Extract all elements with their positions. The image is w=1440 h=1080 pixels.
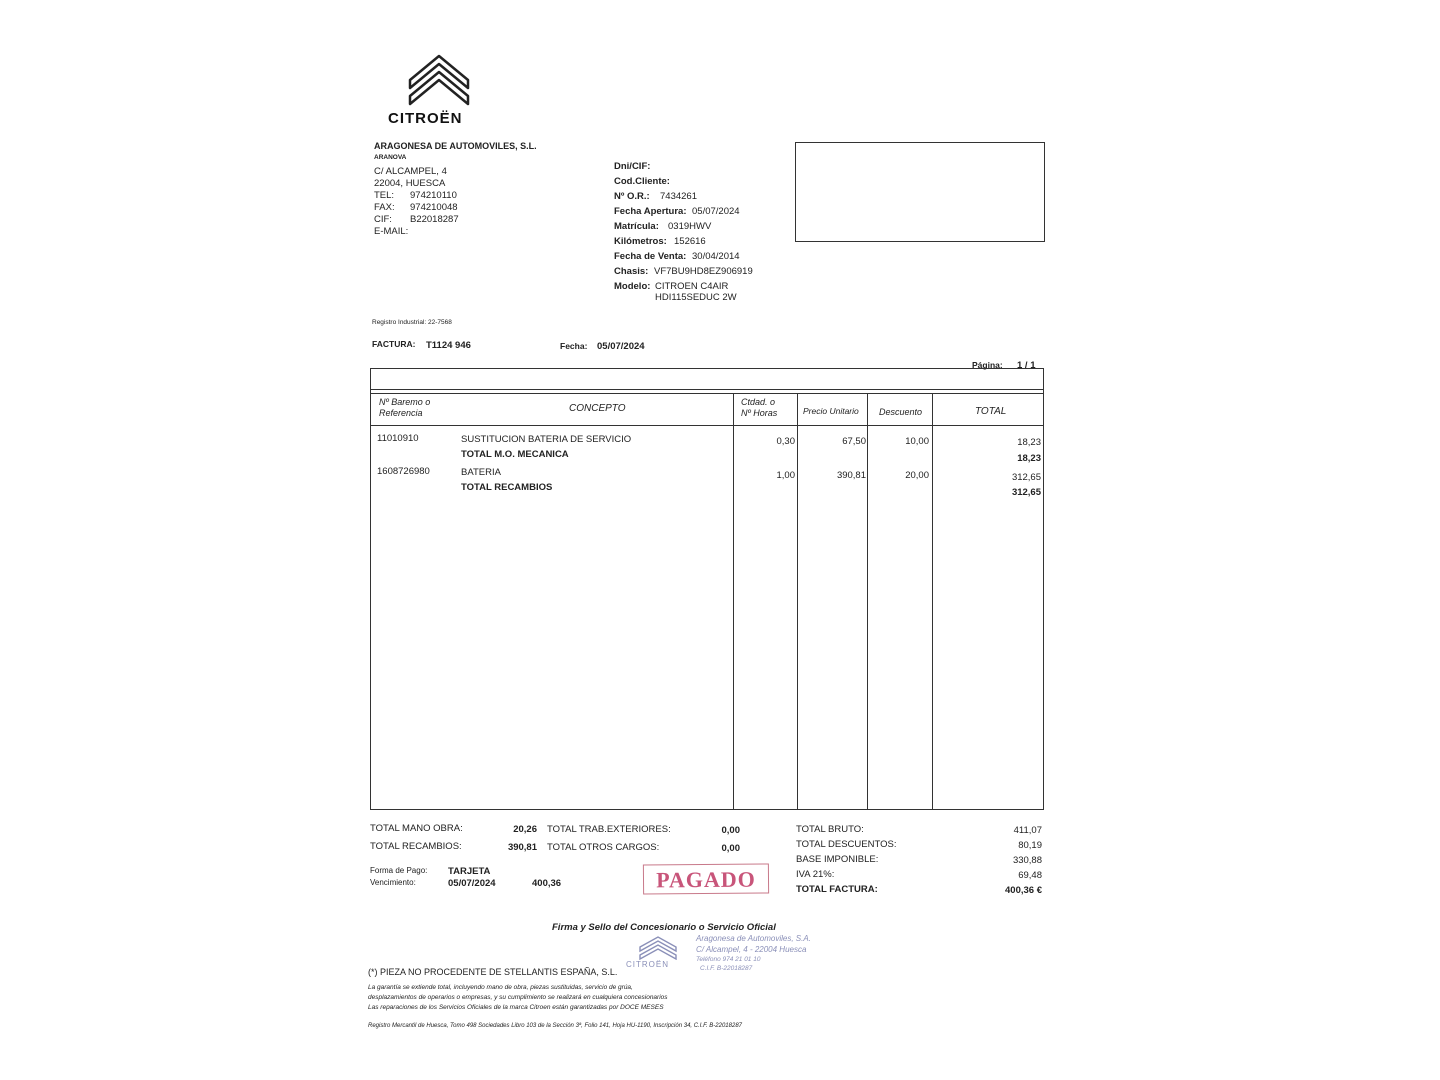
total-bruto: 411,07	[1013, 825, 1042, 836]
apertura-label: Fecha Apertura:	[614, 206, 687, 217]
seal-line-2: C/ Alcampel, 4 - 22004 Huesca	[696, 945, 807, 954]
fecha-value: 05/07/2024	[597, 341, 645, 352]
company-fax: 974210048	[410, 202, 458, 213]
table-rule-top-2	[371, 393, 1043, 394]
row-total: 18,23	[1017, 437, 1041, 448]
vencimiento-importe: 400,36	[532, 878, 562, 889]
factura-label: FACTURA:	[372, 339, 416, 349]
subtotal-value: 18,23	[1017, 453, 1041, 464]
total-recambios: 390,81	[507, 842, 537, 853]
pagina-value: 1 / 1	[1017, 360, 1036, 371]
or-value: 7434261	[660, 191, 697, 202]
base-imponible-label: BASE IMPONIBLE:	[796, 854, 879, 865]
total-trab-ext-label: TOTAL TRAB.EXTERIORES:	[547, 824, 671, 835]
header-concepto: CONCEPTO	[569, 403, 626, 414]
total-mano-obra-label: TOTAL MANO OBRA:	[370, 823, 463, 834]
matricula-value: 0319HWV	[668, 221, 712, 232]
total-factura: 400,36 €	[1005, 885, 1042, 896]
chasis-value: VF7BU9HD8EZ906919	[654, 266, 753, 277]
vencimiento-label: Vencimiento:	[370, 878, 416, 887]
or-label: Nº O.R.:	[614, 191, 650, 202]
row-precio: 390,81	[836, 470, 866, 481]
subtotal-label: TOTAL M.O. MECANICA	[461, 449, 569, 460]
table-header-rule	[371, 425, 1043, 426]
total-mano-obra: 20,26	[513, 824, 537, 835]
modelo-value-2: HDI115SEDUC 2W	[655, 292, 737, 303]
row-cantidad: 0,30	[776, 436, 795, 447]
dni-label: Dni/CIF:	[614, 161, 651, 172]
row-precio: 67,50	[842, 436, 866, 447]
total-trab-ext: 0,00	[721, 825, 740, 836]
header-precio: Precio Unitario	[803, 406, 859, 416]
table-rule-top	[371, 389, 1043, 390]
table-col-divider	[733, 393, 734, 809]
garantia-line-2: desplazamientos de operarios o empresas, y su cumplimiento se realizará en cualquiera concesionarios	[368, 994, 668, 1001]
row-concepto: BATERIA	[461, 467, 501, 478]
total-descuentos: 80,19	[1018, 840, 1042, 851]
company-fax-label: FAX:	[374, 202, 395, 213]
vencimiento-value: 05/07/2024	[448, 878, 496, 889]
apertura-value: 05/07/2024	[692, 206, 740, 217]
company-email-label: E-MAIL:	[374, 226, 409, 237]
company-cif: B22018287	[410, 214, 459, 225]
base-imponible: 330,88	[1012, 855, 1042, 866]
garantia-line-3: Las reparaciones de los Servicios Oficiales de la marca Citroen están garantizadas por DOCE MESES	[368, 1004, 664, 1011]
header-cantidad: Ctdad. o Nº Horas	[741, 397, 778, 418]
company-tel: 974210110	[410, 190, 457, 201]
seal-line-1: Aragonesa de Automoviles, S.A.	[696, 934, 811, 943]
pieza-note: (*) PIEZA NO PROCEDENTE DE STELLANTIS ESPAÑA, S.L.	[368, 967, 618, 977]
chasis-label: Chasis:	[614, 266, 649, 277]
table-col-divider	[867, 393, 868, 809]
seal-chevrons-icon	[638, 934, 678, 960]
firma-label: Firma y Sello del Concesionario o Servicio Oficial	[552, 922, 776, 933]
citroen-chevrons-logo	[408, 50, 470, 108]
row-descuento: 10,00	[905, 436, 929, 447]
total-recambios-label: TOTAL RECAMBIOS:	[370, 841, 462, 852]
venta-value: 30/04/2014	[692, 251, 740, 262]
iva-value: 69,48	[1018, 870, 1042, 881]
forma-pago-label: Forma de Pago:	[370, 866, 428, 875]
header-descuento: Descuento	[879, 407, 923, 417]
pagado-stamp: PAGADO	[643, 863, 769, 894]
subtotal-label: TOTAL RECAMBIOS	[461, 482, 553, 493]
venta-label: Fecha de Venta:	[614, 251, 687, 262]
seal-line-3: Teléfono 974 21 01 10	[696, 956, 761, 963]
company-tel-label: TEL:	[374, 190, 395, 201]
pagina-label: Página:	[972, 360, 1003, 370]
header-referencia: Nº Baremo o Referencia	[379, 397, 431, 418]
total-otros-label: TOTAL OTROS CARGOS:	[547, 842, 660, 853]
brand-name: CITROËN	[388, 110, 463, 127]
modelo-value-1: CITROEN C4AIR	[655, 281, 729, 292]
fecha-label: Fecha:	[560, 341, 588, 351]
company-name: ARAGONESA DE AUTOMOVILES, S.L.	[374, 141, 537, 151]
garantia-line-1: La garantía se extiende total, incluyendo mano de obra, piezas sustituidas, servicio de grúa,	[368, 984, 633, 991]
row-ref: 11010910	[377, 433, 419, 444]
company-city: 22004, HUESCA	[374, 178, 446, 189]
row-descuento: 20,00	[905, 470, 929, 481]
factura-number: T1124 946	[426, 340, 471, 351]
seal-line-4: C.I.F. B-22018287	[700, 965, 753, 972]
subtotal-value: 312,65	[1011, 487, 1041, 498]
forma-pago-value: TARJETA	[448, 866, 491, 877]
row-cantidad: 1,00	[776, 470, 795, 481]
header-total: TOTAL	[975, 406, 1007, 417]
total-descuentos-label: TOTAL DESCUENTOS:	[796, 839, 897, 850]
matricula-label: Matrícula:	[614, 221, 659, 232]
cod-cliente-label: Cod.Cliente:	[614, 176, 670, 187]
total-factura-label: TOTAL FACTURA:	[796, 884, 878, 895]
table-col-divider	[932, 393, 933, 809]
total-otros: 0,00	[721, 843, 740, 854]
address-window-box	[795, 142, 1045, 242]
registro-industrial: Registro Industrial: 22-7568	[372, 319, 452, 326]
company-cif-label: CIF:	[374, 214, 392, 225]
total-bruto-label: TOTAL BRUTO:	[796, 824, 864, 835]
row-concepto: SUSTITUCION BATERIA DE SERVICIO	[461, 434, 632, 445]
row-total: 312,65	[1011, 472, 1041, 483]
iva-label: IVA 21%:	[796, 869, 835, 880]
km-value: 152616	[674, 236, 706, 247]
modelo-label: Modelo:	[614, 281, 651, 292]
km-label: Kilómetros:	[614, 236, 667, 247]
row-ref: 1608726980	[377, 466, 430, 477]
table-col-divider	[797, 393, 798, 809]
seal-brand: CITROËN	[626, 960, 669, 969]
company-short: ARANOVA	[374, 154, 407, 161]
registro-mercantil: Registro Mercantil de Huesca, Tomo 498 Sociedades Libro 103 de la Sección 3ª, Folio 141, Hoja HU-1190, Inscripción 34, C.I.F. B-22018287	[368, 1023, 742, 1029]
company-address: C/ ALCAMPEL, 4	[374, 166, 447, 177]
invoice-lines-table	[370, 368, 1044, 810]
